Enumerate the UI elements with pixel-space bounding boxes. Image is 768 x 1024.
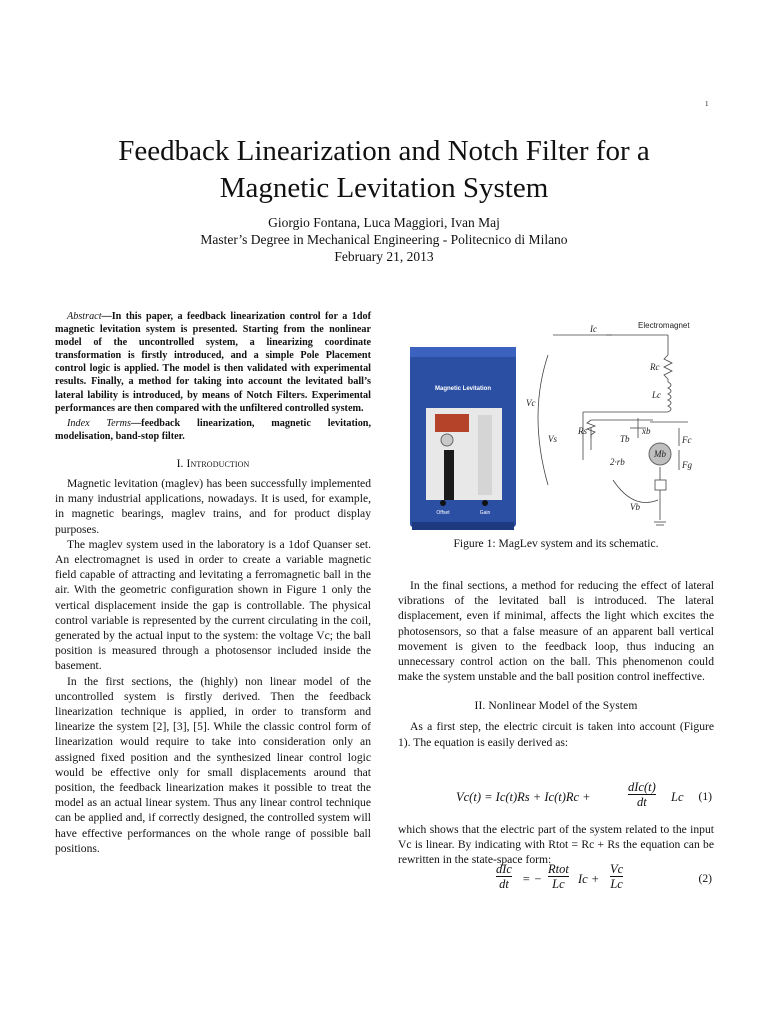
xb-label: xb (642, 426, 651, 436)
page-number: 1 (705, 100, 709, 108)
eq2-fraction-1 (496, 862, 512, 891)
eq2-mid-2: Ic + (578, 872, 600, 886)
index-terms-label: Index Terms (67, 417, 131, 429)
eq1-number: (1) (698, 790, 712, 803)
title-line-2: Magnetic Levitation System (219, 172, 549, 204)
section-1-paragraph-2: The maglev system used in the laboratory is a 1dof Quanser set. An electromagnet is used in order to create a variable magnetic field capable of attracting and levitating a ferromagnetic ball in the air. With the geometric configuration shown in Figure 1 only the vertical displacement inside the gap is controllable. The physical control variable is represented by the current circulating in the coil, generated by the actual input to the system: the voltage Vc; the ball position is measured through a photosensor included inside the basement. (55, 537, 371, 673)
mb-label: Mb (654, 449, 666, 459)
figure-1 (398, 310, 714, 545)
abstract-text: —In this paper, a feedback linearization control for a 1dof magnetic levitation system is presented. Starting from the nonlinear model of the uncontrolled system, a linearizing coordinate transformation is firstly introduced, and a simple Pole Placement control logic is applied. The model is then validated with experimental results. Finally, a method for taking into account the levitated ball’s lateral lability is introduced, by means of Notch Filters. Experimental performances are then compared with the unfiltered controlled system. (55, 311, 371, 414)
gain-label: Gain (479, 510, 491, 516)
levitated-ball (441, 434, 453, 446)
eq2-mid-1: = − (522, 872, 542, 886)
eq2-frac2-denominator: Lc (548, 876, 569, 891)
maglev-device-photo (410, 347, 516, 530)
device-label: Magnetic Levitation (434, 386, 492, 392)
date: February 21, 2013 (334, 249, 434, 264)
vb-label: Vb (630, 502, 640, 512)
section-2-paragraph-2: which shows that the electric part of the system related to the input Vc is linear. By indicating with Rtot = Rc + Rs the equation can be rewritten in the state-space form: (398, 822, 714, 866)
section-1-heading: I. Introduction (176, 456, 250, 470)
two-rb-label: 2·rb (610, 457, 625, 467)
affiliation: Master’s Degree in Mechanical Engineering - Politecnico di Milano (200, 232, 568, 247)
eq2-numerator: dIc (496, 862, 512, 876)
eq2-fraction-3 (610, 862, 623, 891)
maglev-figure-svg (398, 310, 714, 535)
electromagnet-coil (435, 414, 469, 432)
gain-knob (482, 500, 488, 506)
right-paragraph-1: In the final sections, a method for reducing the effect of lateral vibrations of the levitated ball is introduced. The lateral displacement, even if minimal, affects the light which excites the photosensors, so that a false measure of an apparent ball vertical movement is given to the feedback loop, thus inducing an unnecessary control action on the ball. This phenomenon could make the system unstable and the ball position control ineffective. (398, 579, 714, 684)
offset-knob (440, 500, 446, 506)
paper-title (40, 133, 728, 207)
author-block (40, 214, 728, 265)
rc-label: Rc (650, 362, 660, 372)
section-2-paragraph-1: As a first step, the electric circuit is taken into account (Figure 1). The equation is easily derived as: (398, 720, 714, 749)
vc-label: Vc (526, 398, 536, 408)
eq1-tail: Lc (671, 790, 684, 804)
section-1-paragraph-3: In the first sections, the (highly) non linear model of the uncontrolled system is firstly derived. Then the feedback linearization technique is applied, in order to transform and linearize the system [2], [3], [5]. While the classic control form of linearization would require to take into consideration only an assigned fixed position and the synthesized linear control logic would be effective only for small displacements around that position, the feedback linearization makes it possible to treat the model as an actual linear system. Thus any linear control technique can be applied and, if correctly designed, the controlled system will have effective performances on the whole range of possible ball positions. (55, 674, 371, 855)
eq2-denominator: dt (496, 876, 512, 891)
index-terms-text: —feedback linearization, magnetic levitation, modelisation, band-stop filter. (55, 417, 371, 442)
authors: Giorgio Fontana, Luca Maggiori, Ivan Maj (268, 215, 500, 230)
eq2-frac3-numerator: Vc (610, 862, 624, 876)
figure-caption: Figure 1: MagLev system and its schematic. (453, 537, 659, 550)
vs-label: Vs (548, 434, 557, 444)
eq1-fraction (628, 780, 656, 809)
left-column (55, 310, 371, 856)
offset-label: Offset (436, 510, 450, 516)
section-2-heading: II. Nonlinear Model of the System (474, 699, 638, 713)
eq2-frac3-denominator: Lc (610, 877, 623, 891)
eq2-frac2-numerator: Rtot (548, 862, 569, 876)
index-terms (55, 417, 371, 443)
fc-label: Fc (682, 435, 692, 445)
lc-label: Lc (652, 390, 661, 400)
right-column-text (398, 578, 714, 750)
section-1-paragraph-1: Magnetic levitation (maglev) has been successfully implemented in many industrial applications, nowadays. It is used, for example, in magnetic bearings, maglev trains, and for product display purposes. (55, 476, 371, 536)
abstract-label: Abstract (67, 311, 102, 322)
eq1-lhs: Vc(t) = Ic(t)Rs + Ic(t)Rc + (456, 790, 591, 804)
abstract (55, 310, 371, 415)
eq1-numerator: dIc(t) (628, 780, 656, 794)
ic-label: Ic (590, 324, 597, 334)
eq2-fraction-2 (548, 862, 569, 891)
rs-label: Rs (578, 426, 587, 436)
tb-label: Tb (620, 434, 630, 444)
maglev-schematic (538, 335, 688, 525)
electromagnet-label: Electromagnet (638, 321, 690, 330)
title-line-1: Feedback Linearization and Notch Filter for a (118, 135, 650, 167)
equation-2 (398, 862, 714, 898)
eq1-denominator: dt (628, 794, 656, 809)
eq2-number: (2) (698, 872, 712, 885)
fg-label: Fg (682, 460, 692, 470)
ball-post (444, 450, 454, 500)
